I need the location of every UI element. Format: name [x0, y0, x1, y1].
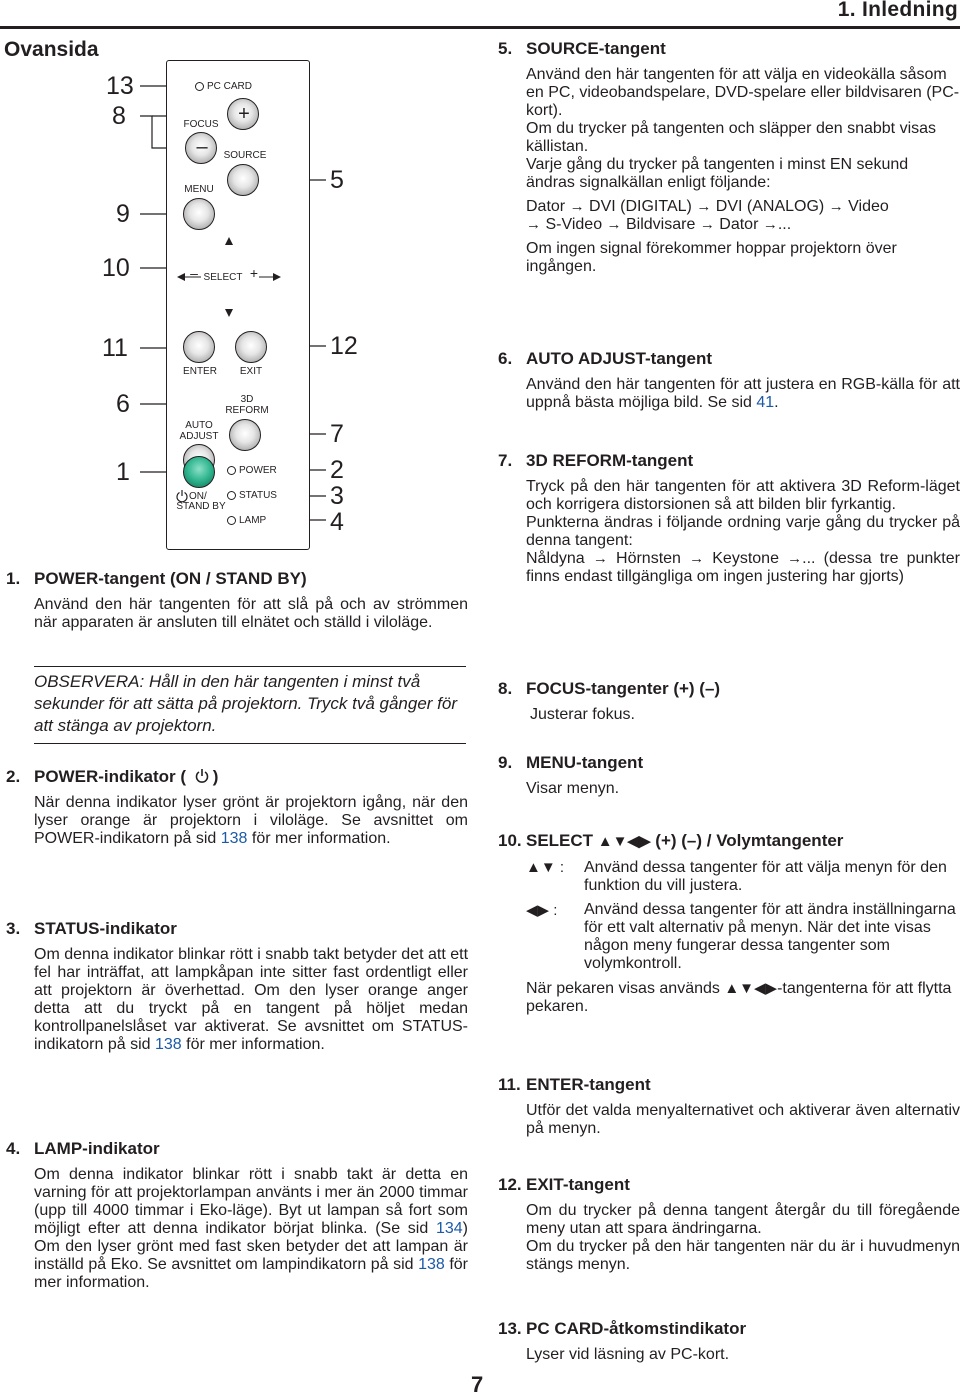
seq-item: S-Video: [545, 216, 603, 233]
menu-label: MENU: [184, 184, 214, 195]
lamp-indicator: [227, 516, 236, 525]
seq-item: ... (dessa tre punkter finns endast tillgängliga om ingen justering har gjorts): [526, 550, 960, 585]
power-button[interactable]: [183, 456, 215, 488]
item-body-end: för mer information.: [34, 1256, 468, 1291]
select-left-icon: [177, 273, 185, 281]
auto-adjust-label-2: ADJUST: [179, 431, 219, 442]
lamp-label: LAMP: [239, 515, 267, 526]
item-number: 4.: [6, 1139, 21, 1158]
item-number: 1.: [6, 569, 21, 588]
power-symbol-icon: [194, 768, 210, 784]
page-link[interactable]: 134: [435, 1220, 463, 1237]
item-8: [498, 678, 960, 724]
item-title: SOURCE-tangent: [526, 39, 666, 58]
item-body-end: -tangenterna för att flytta pekaren.: [526, 980, 952, 1015]
enter-button[interactable]: [183, 331, 215, 363]
note-box: [34, 666, 466, 744]
item-5: [498, 38, 960, 276]
item-title: 3D REFORM-tangent: [526, 451, 694, 470]
reform-sequence: [526, 550, 960, 586]
item-number: 8.: [498, 679, 513, 698]
item-12: [498, 1174, 960, 1274]
seq-item: Bildvisare: [626, 216, 696, 233]
callout-1: 1: [116, 458, 130, 486]
item-number: 9.: [498, 753, 513, 772]
item-title: SELECT: [526, 831, 594, 850]
arrow-right-icon: →: [526, 216, 541, 233]
select-row-leftright: [526, 901, 960, 973]
item-1: [6, 568, 468, 632]
arrow-keys-icon: ▲▼◀▶: [597, 833, 651, 850]
source-label: SOURCE: [223, 150, 267, 161]
item-paragraph: Varje gång du trycker på tangenten i minst EN sekund ändras signalkällan enligt följande:: [526, 156, 909, 191]
arrow-right-icon: →: [699, 216, 715, 233]
item-number: 5.: [498, 39, 513, 58]
seq-item: DVI (ANALOG): [715, 198, 825, 215]
seq-item: DVI (DIGITAL): [589, 198, 692, 215]
arrow-right-icon: →: [689, 550, 705, 567]
arrow-right-icon: →: [606, 216, 622, 233]
page-link[interactable]: 138: [418, 1256, 445, 1273]
callout-3: 3: [330, 482, 344, 510]
arrow-right-icon: →: [828, 198, 844, 215]
exit-button[interactable]: [235, 331, 267, 363]
item-paragraph: Om ingen signal förekommer hoppar projektorn över ingången.: [526, 240, 897, 275]
arrow-right-icon: →: [569, 198, 585, 215]
select-plus-icon: +: [249, 265, 259, 281]
item-7: [498, 450, 960, 586]
note-line-1: OBSERVERA: Håll in den här tangenten i minst två: [34, 672, 421, 691]
item-body-mid: ) Om den lyser grönt med fast sken betyder det att lampan är inställd på Eko. Se avsnittet om lampindikatorn på sid: [34, 1220, 468, 1273]
item-13: [498, 1318, 960, 1364]
item-body: När denna indikator lyser grönt är projektorn igång, när den lyser orange är projektorn i viloläge. Se avsnittet om POWER-indikatorn på sid: [34, 794, 468, 847]
note-line-3: att stänga av projektorn.: [34, 716, 217, 735]
item-paragraph: Om du trycker på den här tangenten när du är i huvudmenyn stängs menyn.: [526, 1238, 960, 1273]
item-number: 10.: [498, 831, 522, 850]
item-title: FOCUS-tangenter (+) (–): [526, 679, 721, 698]
item-title: MENU-tangent: [526, 753, 644, 772]
item-title: PC CARD-åtkomstindikator: [526, 1319, 747, 1338]
item-body: Utför det valda menyalternativet och aktiverar även alternativ på menyn.: [526, 1102, 960, 1137]
item-9: [498, 752, 960, 798]
note-line-2: sekunder för att sätta på projektorn. Tryck två gånger för: [34, 694, 457, 713]
item-number: 12.: [498, 1175, 522, 1194]
item-number: 6.: [498, 349, 513, 368]
page-link[interactable]: 41: [756, 394, 775, 411]
item-body-end: .: [774, 394, 779, 411]
item-title: POWER-indikator (: [34, 767, 187, 786]
pointer-paragraph: [526, 979, 960, 1016]
select-label: SELECT: [203, 272, 243, 283]
item-11: [498, 1074, 960, 1138]
callout-8: 8: [112, 102, 126, 130]
source-sequence: [526, 198, 960, 234]
select-up-icon: [225, 237, 233, 245]
callout-7: 7: [330, 420, 344, 448]
section-title: Ovansida: [4, 38, 99, 61]
pc-card-label: PC CARD: [207, 81, 253, 92]
seq-item: Video: [848, 198, 889, 215]
power-indicator: [227, 466, 236, 475]
exit-label: EXIT: [239, 366, 263, 377]
item-paragraph: Tryck på den här tangenten för att aktivera 3D Reform-läget och korrigera distorsionen så att bilden blir fyrkantig.: [526, 478, 960, 513]
item-number: 7.: [498, 451, 513, 470]
item-6: [498, 348, 960, 412]
callout-12: 12: [330, 332, 358, 360]
item-paragraph: Om du trycker på tangenten och släpper den snabbt visas källistan.: [526, 120, 937, 155]
item-body: Om denna indikator blinkar rött i snabb takt betyder det att ett fel har inträffat, att lampkåpan inte sitter fast ordentligt eller att projektorn är överhettad. Om den lyser orange anger detta att du tryckt på en tangent på höljet medan kontrollpanelslåset var aktiverat. Se avsnittet om STATUS-indikatorn på sid: [34, 946, 469, 1053]
item-body: Använd den här tangenten för att slå på och av strömmen när apparaten är ansluten till elnätet och ställd i viloläge.: [34, 596, 468, 631]
left-right-arrows-icon: ◀▶ :: [526, 902, 558, 919]
3d-reform-button[interactable]: [229, 419, 261, 451]
status-label: STATUS: [239, 490, 277, 501]
callout-4: 4: [330, 508, 344, 536]
chapter-title: 1. Inledning: [837, 0, 958, 21]
callout-5: 5: [330, 166, 344, 194]
item-3: [6, 918, 468, 1054]
seq-item: Hörnsten: [616, 550, 681, 567]
item-title-end: (+) (–) / Volymtangenter: [655, 831, 844, 850]
arrow-right-icon: →: [787, 550, 803, 567]
seq-item: Dator: [719, 216, 759, 233]
item-body-end: för mer information.: [181, 1036, 325, 1053]
select-row-text: Använd dessa tangenter för att ändra inställningarna för ett valt alternativ på menyn. När det inte visas någon meny fungerar dessa tangenter som volymkontroll.: [584, 901, 956, 972]
standby-label: STAND BY: [176, 501, 226, 512]
seq-item: ...: [777, 216, 792, 233]
item-paragraph: Om du trycker på denna tangent återgår du till föregående meny utan att spara ändringarna.: [526, 1202, 960, 1237]
seq-item: Nåldyna: [526, 550, 585, 567]
select-minus-icon: –: [190, 265, 198, 281]
control-panel: [166, 60, 310, 550]
item-body: Använd den här tangenten för att justera en RGB-källa för att uppnå bästa möjliga bild. Se sid: [526, 376, 960, 411]
item-title: STATUS-indikator: [34, 919, 177, 938]
focus-label: FOCUS: [183, 119, 219, 130]
plus-icon: +: [238, 103, 250, 125]
item-title-end: ): [212, 767, 219, 786]
arrow-right-icon: →: [762, 216, 778, 233]
callout-13: 13: [106, 72, 134, 100]
arrow-right-icon: →: [696, 198, 712, 215]
on-label: ON/: [189, 491, 207, 502]
power-label: POWER: [239, 465, 277, 476]
item-title: LAMP-indikator: [34, 1139, 160, 1158]
item-number: 3.: [6, 919, 21, 938]
reform-label-2: REFORM: [225, 405, 269, 416]
select-row-updown: [526, 859, 960, 895]
item-paragraph: Använd den här tangenten för att välja en videokälla såsom en PC, videobandspelare, DVD-spelare eller bildvisaren (PC-kort).: [526, 66, 960, 119]
item-number: 11.: [498, 1075, 521, 1094]
item-title: EXIT-tangent: [526, 1175, 630, 1194]
item-body-end: för mer information.: [247, 830, 391, 847]
callout-6: 6: [116, 390, 130, 418]
item-title: POWER-tangent (ON / STAND BY): [34, 569, 307, 588]
page-number: 7: [471, 1372, 484, 1395]
minus-icon: –: [196, 136, 208, 158]
page-link[interactable]: 138: [220, 830, 248, 847]
callout-10: 10: [102, 254, 130, 282]
arrow-right-icon: →: [592, 550, 608, 567]
arrow-keys-icon: ▲▼◀▶: [724, 980, 778, 997]
item-number: 13.: [498, 1319, 522, 1338]
item-body: Lyser vid läsning av PC-kort.: [526, 1346, 730, 1363]
page-link[interactable]: 138: [154, 1036, 182, 1053]
control-panel-diagram: [0, 0, 480, 560]
item-body: När pekaren visas används: [526, 980, 725, 997]
select-down-icon: [225, 309, 233, 317]
select-right-icon: [273, 273, 281, 281]
item-number: 2.: [6, 767, 21, 786]
item-4: [6, 1138, 468, 1292]
item-2: [6, 766, 468, 848]
status-indicator: [227, 491, 236, 500]
seq-item: Keystone: [712, 550, 779, 567]
item-title: ENTER-tangent: [526, 1075, 651, 1094]
item-body: Om denna indikator blinkar rött i snabb takt är detta en varning för att projektorlampan använts i mer än 2000 timmar (upp till 4000 timmar i Eko-läge). Byt ut lampan så fort som möjligt efter att denna indikator börjat blinka. (Se sid: [34, 1166, 468, 1237]
select-row-text: Använd dessa tangenter för att välja menyn för den funktion du vill justera.: [584, 859, 947, 894]
callout-2: 2: [330, 456, 344, 484]
auto-adjust-label-1: AUTO: [185, 420, 213, 431]
item-10: [498, 830, 960, 1016]
seq-item: Dator: [526, 198, 566, 215]
item-body: Justerar fokus.: [530, 706, 635, 723]
callout-9: 9: [116, 200, 130, 228]
item-title: AUTO ADJUST-tangent: [526, 349, 713, 368]
item-paragraph: Punkterna ändras i följande ordning varje gång du trycker på denna tangent:: [526, 514, 960, 549]
enter-label: ENTER: [183, 366, 217, 377]
callout-11: 11: [102, 334, 128, 362]
item-body: Visar menyn.: [526, 780, 620, 797]
up-down-arrows-icon: ▲▼ :: [526, 859, 565, 876]
reform-label-1: 3D: [240, 394, 254, 405]
